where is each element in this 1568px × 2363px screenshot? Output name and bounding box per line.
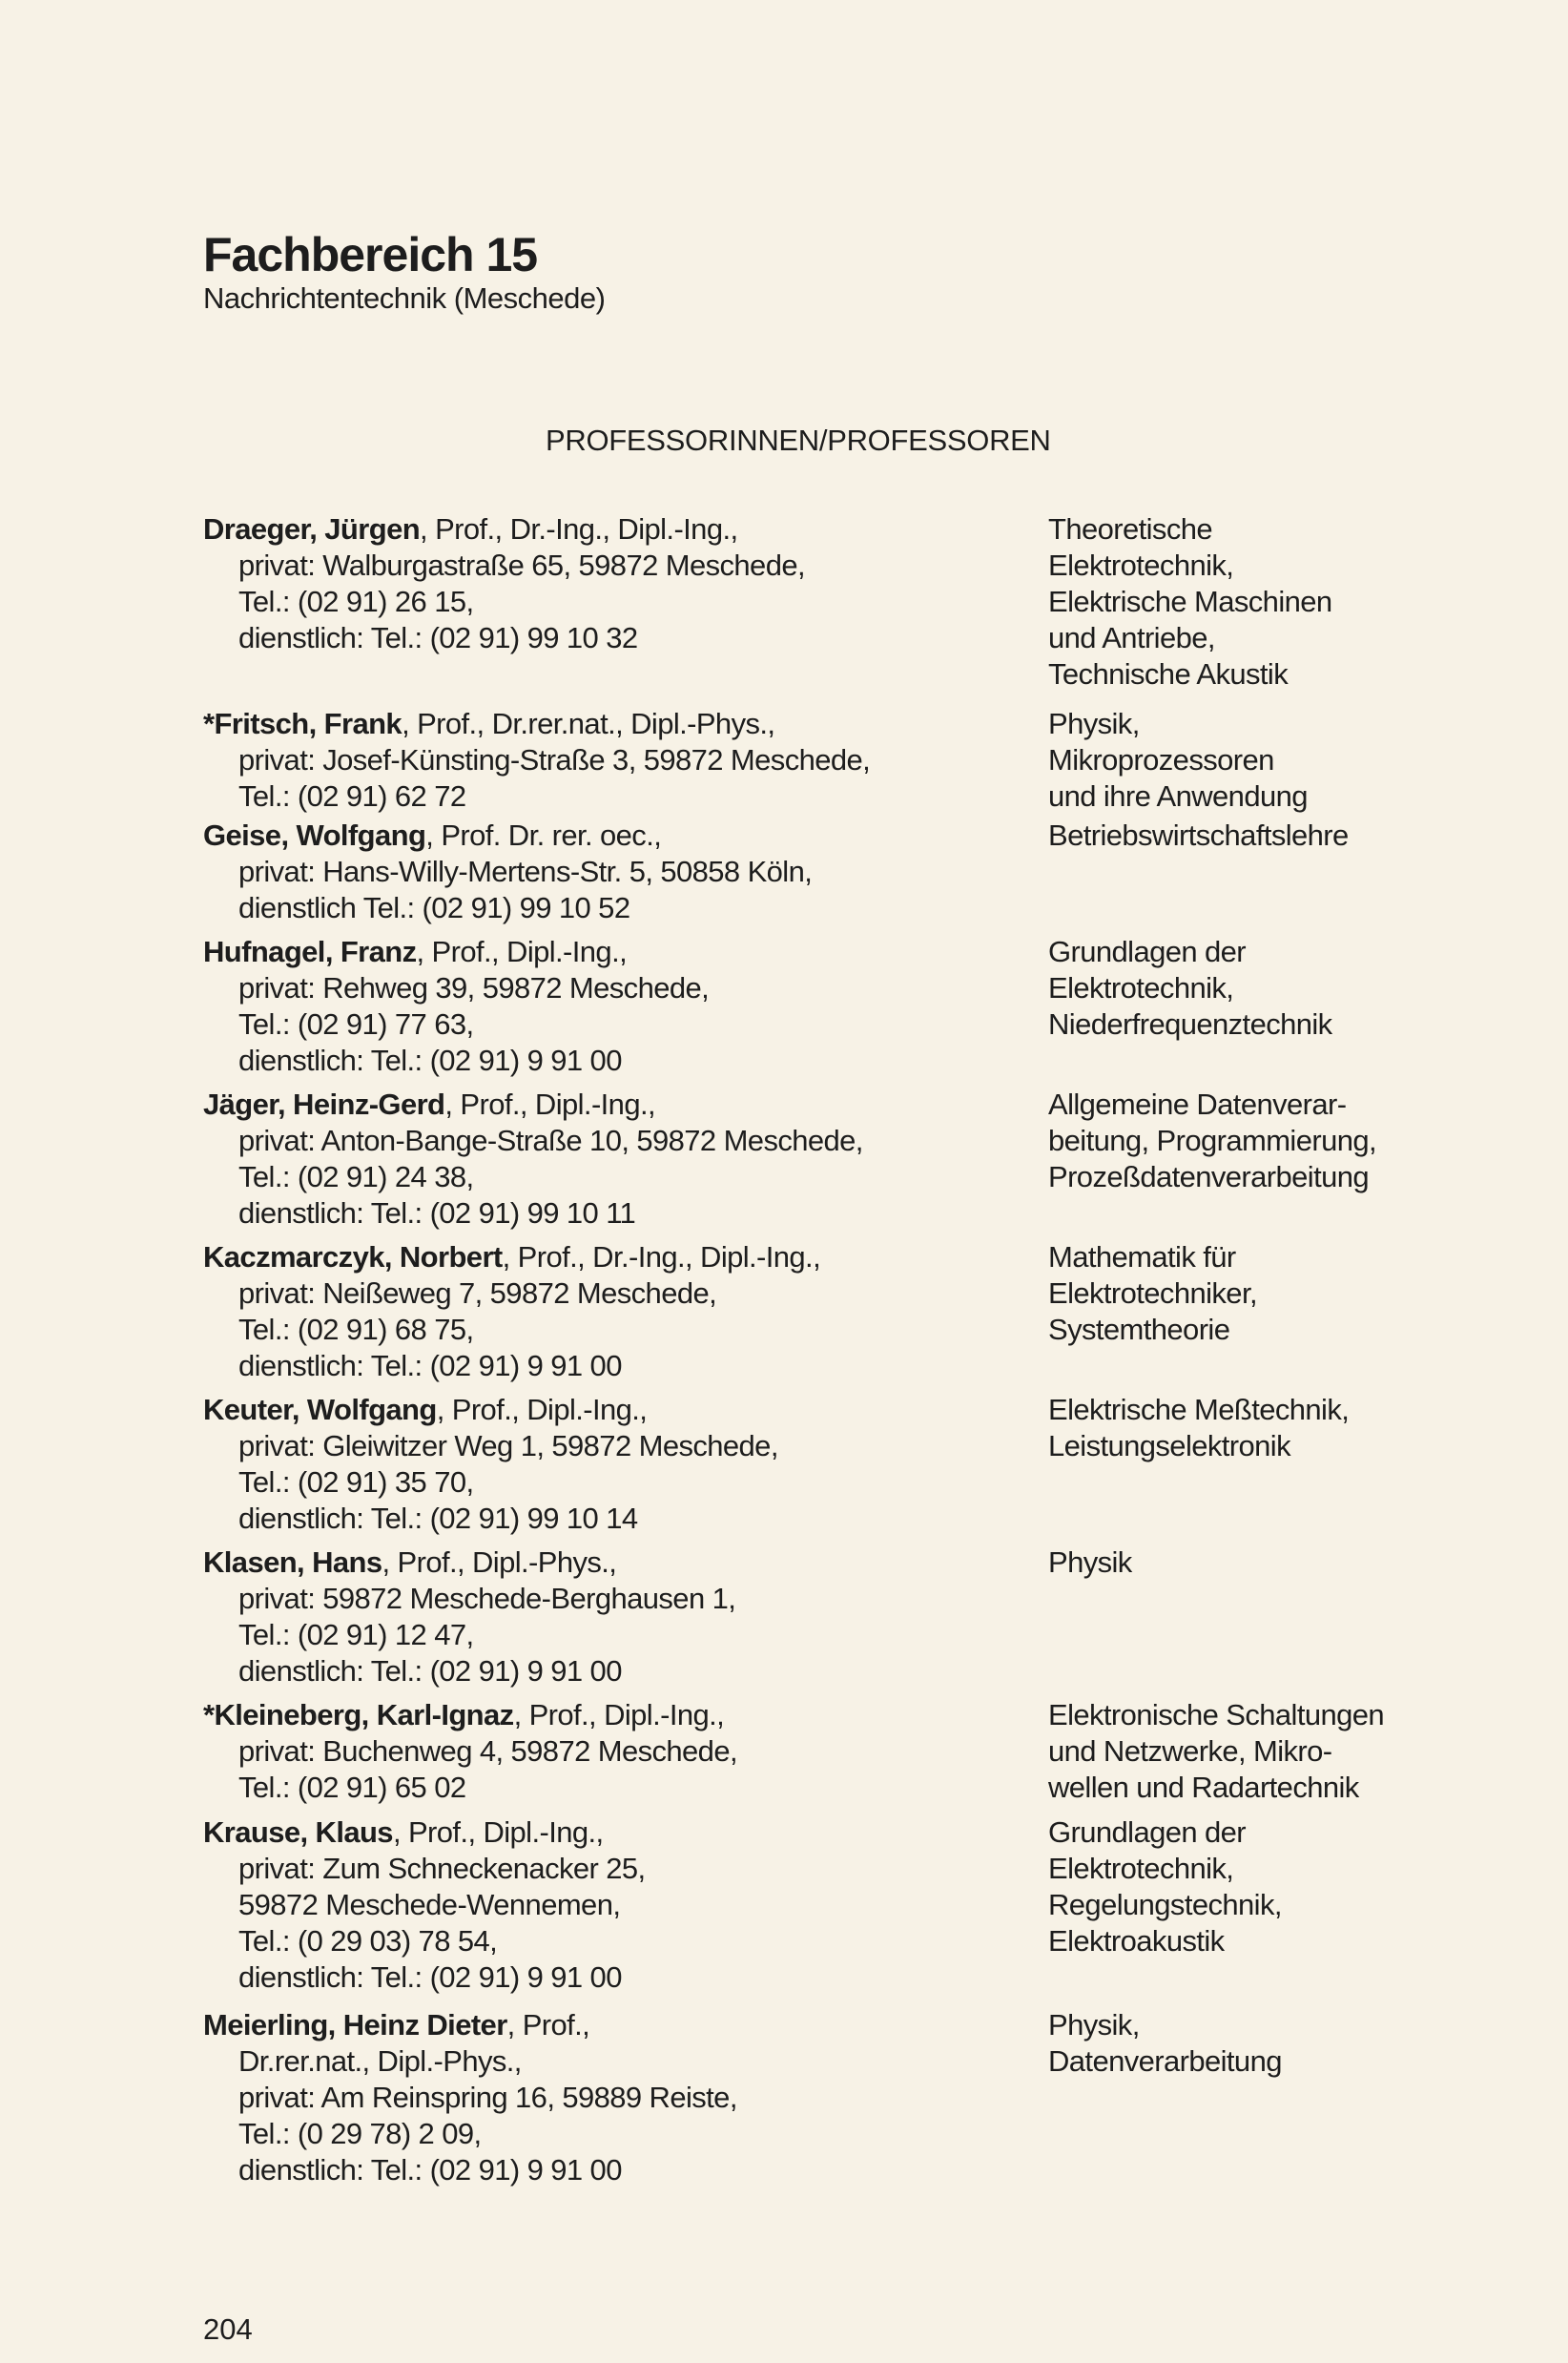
contact-line: dienstlich: Tel.: (02 91) 9 91 00 bbox=[238, 1654, 622, 1688]
name-line bbox=[203, 1087, 1014, 1123]
person-titles: , Prof., Dr.-Ing., Dipl.-Ing., bbox=[420, 512, 738, 546]
person-titles: , Prof., bbox=[506, 2008, 590, 2042]
subject-line: Mathematik für bbox=[1048, 1240, 1236, 1274]
subject-line: Elektrische Maschinen bbox=[1048, 585, 1332, 618]
person-name: Kaczmarczyk, Norbert bbox=[203, 1240, 503, 1274]
page-title: Fachbereich 15 bbox=[203, 228, 538, 281]
person-titles: , Prof., Dipl.-Phys., bbox=[382, 1545, 617, 1579]
name-line bbox=[203, 818, 1014, 854]
subject-areas bbox=[1048, 1392, 1544, 1464]
person-block bbox=[203, 934, 1014, 1079]
contact-line: Tel.: (0 29 03) 78 54, bbox=[238, 1924, 498, 1958]
person-name: *Fritsch, Frank bbox=[203, 707, 402, 740]
subject-line: und ihre Anwendung bbox=[1048, 779, 1308, 813]
name-line bbox=[203, 2007, 1014, 2043]
contact-line: privat: Buchenweg 4, 59872 Meschede, bbox=[238, 1734, 737, 1768]
person-name: Hufnagel, Franz bbox=[203, 935, 417, 968]
contact-line: dienstlich Tel.: (02 91) 99 10 52 bbox=[238, 891, 630, 924]
subject-line: Elektrotechnik, bbox=[1048, 549, 1234, 582]
person-name: *Kleineberg, Karl-Ignaz bbox=[203, 1698, 514, 1731]
page-subtitle: Nachrichtentechnik (Meschede) bbox=[203, 281, 606, 315]
name-line bbox=[203, 934, 1014, 970]
contact-line: dienstlich: Tel.: (02 91) 99 10 32 bbox=[238, 621, 638, 654]
subject-line: Niederfrequenztechnik bbox=[1048, 1007, 1332, 1041]
subject-areas bbox=[1048, 818, 1544, 854]
subject-line: Theoretische bbox=[1048, 512, 1213, 546]
person-name: Meierling, Heinz Dieter bbox=[203, 2008, 507, 2042]
subject-line: und Netzwerke, Mikro- bbox=[1048, 1734, 1332, 1768]
person-titles: , Prof., Dipl.-Ing., bbox=[392, 1815, 604, 1849]
subject-areas bbox=[1048, 1087, 1544, 1195]
subject-line: Grundlagen der bbox=[1048, 1815, 1247, 1849]
subject-areas bbox=[1048, 706, 1544, 815]
contact-line: 59872 Meschede-Wennemen, bbox=[238, 1888, 621, 1921]
contact-line: Tel.: (02 91) 24 38, bbox=[238, 1160, 474, 1193]
subject-line: Elektroakustik bbox=[1048, 1924, 1225, 1958]
subject-areas bbox=[1048, 1814, 1544, 1959]
person-titles: , Prof., Dr.-Ing., Dipl.-Ing., bbox=[502, 1240, 821, 1274]
subject-line: Elektrische Meßtechnik, bbox=[1048, 1393, 1350, 1426]
person-block bbox=[203, 1239, 1014, 1384]
person-block bbox=[203, 1544, 1014, 1689]
person-titles: , Prof., Dipl.-Ing., bbox=[416, 935, 628, 968]
contact-line: Tel.: (02 91) 68 75, bbox=[238, 1313, 474, 1346]
contact-line: Tel.: (02 91) 12 47, bbox=[238, 1618, 474, 1651]
contact-line: Tel.: (02 91) 65 02 bbox=[238, 1771, 466, 1804]
name-line bbox=[203, 1814, 1014, 1851]
name-line bbox=[203, 1239, 1014, 1275]
contact-line: dienstlich: Tel.: (02 91) 9 91 00 bbox=[238, 1960, 622, 1994]
person-name: Jäger, Heinz-Gerd bbox=[203, 1088, 445, 1121]
contact-line: privat: Zum Schneckenacker 25, bbox=[238, 1852, 646, 1885]
contact-line: dienstlich: Tel.: (02 91) 9 91 00 bbox=[238, 1349, 622, 1382]
contact-line: Tel.: (02 91) 35 70, bbox=[238, 1465, 474, 1499]
subject-areas bbox=[1048, 1697, 1544, 1806]
subject-line: Elektronische Schaltungen bbox=[1048, 1698, 1385, 1731]
person-name: Geise, Wolfgang bbox=[203, 819, 426, 852]
person-block bbox=[203, 706, 1014, 815]
subject-areas bbox=[1048, 2007, 1544, 2080]
subject-line: Physik bbox=[1048, 1545, 1132, 1579]
contact-line: privat: Am Reinspring 16, 59889 Reiste, bbox=[238, 2081, 737, 2114]
person-titles: , Prof., Dipl.-Ing., bbox=[436, 1393, 648, 1426]
subject-line: Datenverarbeitung bbox=[1048, 2044, 1282, 2078]
person-name: Klasen, Hans bbox=[203, 1545, 382, 1579]
contact-line: dienstlich: Tel.: (02 91) 9 91 00 bbox=[238, 2153, 622, 2187]
person-name: Krause, Klaus bbox=[203, 1815, 393, 1849]
subject-line: wellen und Radartechnik bbox=[1048, 1771, 1359, 1804]
subject-line: Elektrotechniker, bbox=[1048, 1276, 1257, 1310]
contact-line: privat: 59872 Meschede-Berghausen 1, bbox=[238, 1582, 736, 1615]
subject-line: beitung, Programmierung, bbox=[1048, 1124, 1377, 1157]
contact-line: Tel.: (02 91) 26 15, bbox=[238, 585, 474, 618]
subject-line: Physik, bbox=[1048, 707, 1140, 740]
subject-line: Leistungselektronik bbox=[1048, 1429, 1290, 1462]
person-name: Draeger, Jürgen bbox=[203, 512, 421, 546]
contact-line: dienstlich: Tel.: (02 91) 99 10 11 bbox=[238, 1196, 636, 1230]
contact-line: privat: Anton-Bange-Straße 10, 59872 Meschede, bbox=[238, 1124, 863, 1157]
person-block bbox=[203, 1814, 1014, 1996]
contact-line: Tel.: (02 91) 62 72 bbox=[238, 779, 466, 813]
subject-line: Elektrotechnik, bbox=[1048, 971, 1234, 1005]
name-line bbox=[203, 1697, 1014, 1733]
subject-areas bbox=[1048, 1544, 1544, 1581]
name-line bbox=[203, 1392, 1014, 1428]
section-heading: PROFESSORINNEN/PROFESSOREN bbox=[546, 424, 1051, 457]
subject-line: Elektrotechnik, bbox=[1048, 1852, 1234, 1885]
contact-line: Tel.: (0 29 78) 2 09, bbox=[238, 2117, 482, 2150]
contact-line: Tel.: (02 91) 77 63, bbox=[238, 1007, 474, 1041]
subject-areas bbox=[1048, 1239, 1544, 1348]
person-block bbox=[203, 2007, 1014, 2188]
contact-line: dienstlich: Tel.: (02 91) 99 10 14 bbox=[238, 1502, 638, 1535]
contact-line: privat: Josef-Künsting-Straße 3, 59872 Meschede, bbox=[238, 743, 871, 777]
subject-areas bbox=[1048, 934, 1544, 1043]
subject-line: Betriebswirtschaftslehre bbox=[1048, 819, 1349, 852]
contact-line: Dr.rer.nat., Dipl.-Phys., bbox=[238, 2044, 522, 2078]
subject-line: Mikroprozessoren bbox=[1048, 743, 1274, 777]
subject-line: Physik, bbox=[1048, 2008, 1140, 2042]
subject-line: Technische Akustik bbox=[1048, 657, 1289, 691]
subject-line: Regelungstechnik, bbox=[1048, 1888, 1282, 1921]
person-titles: , Prof., Dr.rer.nat., Dipl.-Phys., bbox=[402, 707, 775, 740]
subject-line: Systemtheorie bbox=[1048, 1313, 1230, 1346]
person-block bbox=[203, 511, 1014, 656]
person-block bbox=[203, 1087, 1014, 1232]
subject-line: Allgemeine Datenverar- bbox=[1048, 1088, 1347, 1121]
contact-line: privat: Hans-Willy-Mertens-Str. 5, 50858 Köln, bbox=[238, 855, 813, 888]
subject-areas bbox=[1048, 511, 1544, 693]
contact-line: dienstlich: Tel.: (02 91) 9 91 00 bbox=[238, 1044, 622, 1077]
person-block bbox=[203, 818, 1014, 926]
name-line bbox=[203, 511, 1014, 548]
person-titles: , Prof., Dipl.-Ing., bbox=[444, 1088, 655, 1121]
subject-line: Grundlagen der bbox=[1048, 935, 1247, 968]
contact-line: privat: Walburgastraße 65, 59872 Meschede, bbox=[238, 549, 805, 582]
person-name: Keuter, Wolfgang bbox=[203, 1393, 437, 1426]
person-titles: , Prof. Dr. rer. oec., bbox=[425, 819, 662, 852]
name-line bbox=[203, 706, 1014, 742]
subject-line: und Antriebe, bbox=[1048, 621, 1215, 654]
contact-line: privat: Neißeweg 7, 59872 Meschede, bbox=[238, 1276, 717, 1310]
subject-line: Prozeßdatenverarbeitung bbox=[1048, 1160, 1370, 1193]
person-block bbox=[203, 1697, 1014, 1806]
page-number: 204 bbox=[203, 2312, 253, 2346]
contact-line: privat: Rehweg 39, 59872 Meschede, bbox=[238, 971, 710, 1005]
contact-line: privat: Gleiwitzer Weg 1, 59872 Meschede, bbox=[238, 1429, 778, 1462]
person-block bbox=[203, 1392, 1014, 1537]
name-line bbox=[203, 1544, 1014, 1581]
person-titles: , Prof., Dipl.-Ing., bbox=[513, 1698, 725, 1731]
